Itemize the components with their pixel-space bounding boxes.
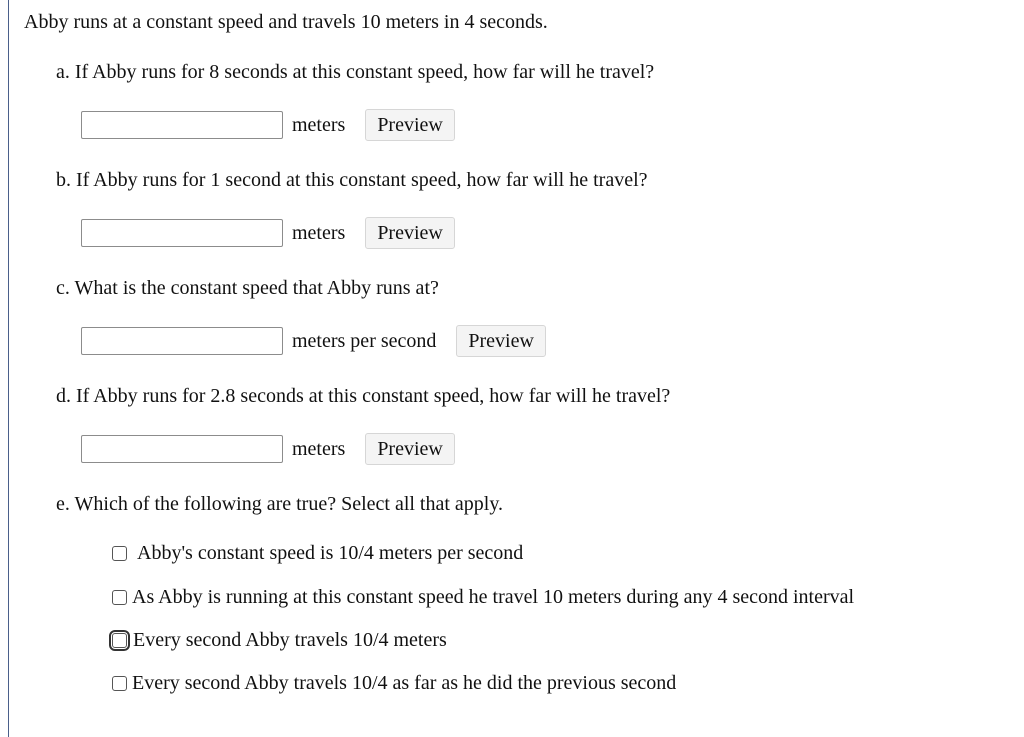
option-1-label[interactable]: Abby's constant speed is 10/4 meters per second <box>137 542 524 564</box>
option-4-checkbox[interactable] <box>112 676 127 691</box>
option-2[interactable] <box>112 584 854 610</box>
question-d: d. If Abby runs for 2.8 seconds at this constant speed, how far will he travel? <box>56 385 671 407</box>
answer-row-b <box>81 217 455 249</box>
unit-label-d: meters <box>292 438 346 460</box>
option-1[interactable] <box>112 540 523 566</box>
answer-input-c[interactable] <box>81 327 283 355</box>
option-2-checkbox[interactable] <box>112 590 127 605</box>
question-a: a. If Abby runs for 8 seconds at this constant speed, how far will he travel? <box>56 61 655 83</box>
answer-input-b[interactable] <box>81 219 283 247</box>
option-3[interactable] <box>112 627 447 653</box>
option-1-checkbox[interactable] <box>112 546 127 561</box>
option-4-label[interactable]: Every second Abby travels 10/4 as far as he did the previous second <box>132 672 677 694</box>
preview-button-b[interactable]: Preview <box>365 217 455 249</box>
unit-label-a: meters <box>292 114 346 136</box>
answer-input-a[interactable] <box>81 111 283 139</box>
option-2-label[interactable]: As Abby is running at this constant speed he travel 10 meters during any 4 second interval <box>132 586 855 608</box>
unit-label-c: meters per second <box>292 330 437 352</box>
answer-row-d <box>81 433 455 465</box>
preview-button-c[interactable]: Preview <box>456 325 546 357</box>
question-e: e. Which of the following are true? Select all that apply. <box>56 493 504 515</box>
question-b: b. If Abby runs for 1 second at this constant speed, how far will he travel? <box>56 169 648 191</box>
answer-row-c <box>81 325 546 357</box>
problem-statement: Abby runs at a constant speed and travels 10 meters in 4 seconds. <box>24 11 548 33</box>
option-3-label[interactable]: Every second Abby travels 10/4 meters <box>133 629 447 651</box>
option-4[interactable] <box>112 670 676 696</box>
unit-label-b: meters <box>292 222 346 244</box>
preview-button-d[interactable]: Preview <box>365 433 455 465</box>
preview-button-a[interactable]: Preview <box>365 109 455 141</box>
answer-row-a <box>81 109 455 141</box>
question-c: c. What is the constant speed that Abby runs at? <box>56 277 439 299</box>
option-3-checkbox[interactable] <box>112 633 127 648</box>
answer-input-d[interactable] <box>81 435 283 463</box>
